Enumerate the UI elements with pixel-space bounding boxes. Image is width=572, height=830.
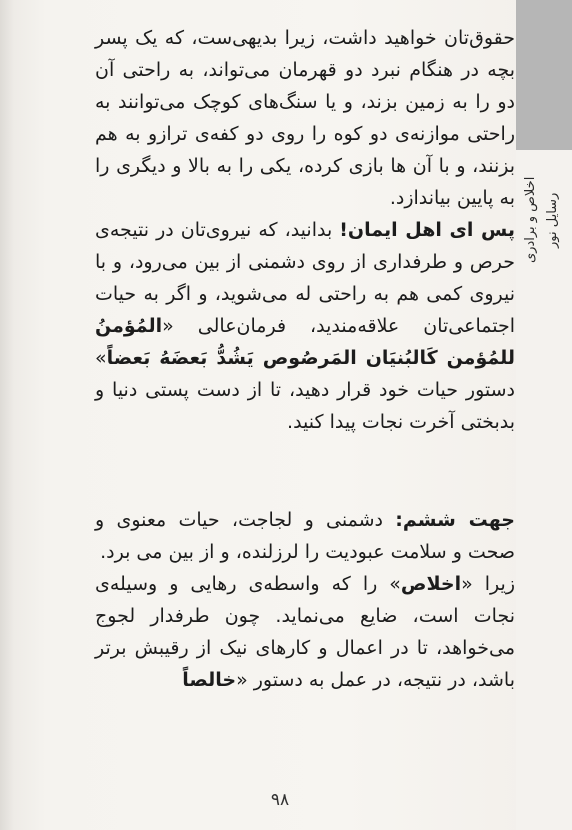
paragraph-2-heading: پس ای اهل ایمان! (339, 219, 515, 241)
paragraph-1 (95, 22, 515, 214)
side-tab-block (516, 0, 572, 150)
paragraph-2-text-b: » دستور حیات خود قرار دهید، تا از دست پستی دنیا و بدبختی آخرت نجات پیدا کنید. (95, 347, 515, 433)
body-text (95, 22, 515, 696)
scan-shadow (0, 0, 14, 830)
running-title-line2: رسایل نور (545, 192, 560, 248)
paragraph-1-text: حقوق‌تان خواهید داشت، زیرا بدیهی‌ست، که یک پسر بچه در هنگام نبرد دو قهرمان می‌تواند، به راحتی آن دو را به زمین بزند، و یا سنگ‌های کوچک می‌توانند به راحتی موازنه‌ی دو کوه را روی دو کفه‌ی ترازو به هم بزنند، و با آن ها بازی کرده، یکی را به بالا و دیگری را به پایین بیاندازد. (95, 27, 515, 209)
running-title-line1: اخلاص و برادری (523, 176, 538, 264)
paragraph-3-text: دشمنی و لجاجت، حیات معنوی و صحت و سلامت عبودیت را لرزلنده، و از بین می برد. (95, 509, 515, 563)
side-tab (516, 0, 572, 830)
paragraph-2-quote: المُؤمنُ للمُؤمن كَالبُنيَان المَرصُوص يَشُدُّ بَعضَهُ بَعضاً (95, 315, 515, 369)
paragraph-3 (95, 504, 515, 568)
paragraph-2-text-a: بدانید، که نیروی‌تان در نتیجه‌ی حرص و طرفداری از روی دشمنی از بین می‌رود، و با نیروی کمی هم به راحتی له می‌شوید، و اگر به حیات اجتماعی‌تان علاقه‌مندید، فرمان‌عالی « (95, 219, 515, 337)
paragraph-4 (95, 568, 515, 696)
paragraph-2 (95, 214, 515, 438)
paragraph-4-term-end: خالصاً (182, 669, 237, 691)
section-heading: جهت ششم: (395, 509, 515, 531)
paragraph-4-text-b: » را که واسطه‌ی رهایی و وسیله‌ی نجات است، ضایع می‌نماید. چون طرفدار لجوج می‌خواهد، تا در اعمال و کارهای نیک از رقیبش برتر باشد، در نتیجه، در عمل به دستور « (95, 573, 515, 691)
paragraph-4-text-a: زیرا « (461, 573, 515, 595)
section-gap (95, 438, 515, 504)
page-number: ۹۸ (270, 790, 290, 810)
running-title (520, 160, 568, 280)
paragraph-4-term: اخلاص (400, 573, 462, 595)
